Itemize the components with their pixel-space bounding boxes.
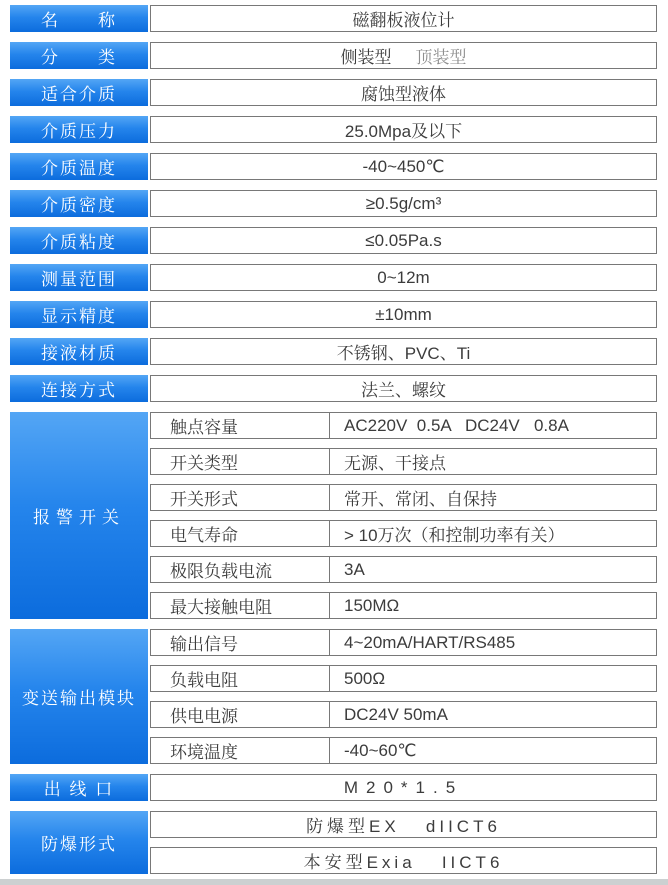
alarm-switch-rows (150, 412, 657, 619)
sub-value-switch-type: 无源、干接点 (344, 454, 446, 473)
subrow-electrical-life (150, 520, 657, 547)
sub-label-switch-type: 开关类型 (151, 449, 330, 474)
sub-value-electrical-life: > 10万次（和控制功率有关） (344, 526, 565, 545)
table-row-category (10, 42, 657, 69)
row-value-measuring-range: 0~12m (150, 264, 657, 291)
sub-value-contact-capacity: AC220V 0.5A DC24V 0.8A (344, 415, 569, 435)
sub-value-limit-load-current: 3A (344, 559, 365, 579)
row-value-wetted-material: 不锈钢、PVC、Ti (150, 338, 657, 365)
sub-value-switch-form: 常开、常闭、自保持 (344, 490, 497, 509)
table-row-name (10, 5, 657, 32)
table-row-measuring-range (10, 264, 657, 291)
row-value-suitable-medium: 腐蚀型液体 (150, 79, 657, 106)
category-side-mounted: 侧装型 (340, 48, 392, 67)
row-value-name: 磁翻板液位计 (150, 5, 657, 32)
table-row-medium-temperature (10, 153, 657, 180)
table-row-suitable-medium (10, 79, 657, 106)
subrow-power-supply (150, 701, 657, 728)
bottom-strip (0, 879, 668, 885)
section-label-alarm-switch: 报警开关 (10, 412, 148, 619)
subrow-switch-form (150, 484, 657, 511)
row-label-medium-temperature: 介质温度 (10, 153, 148, 180)
section-transmitter-output-module (10, 629, 657, 764)
sub-label-ambient-temperature: 环境温度 (151, 738, 330, 763)
table-row-wetted-material (10, 338, 657, 365)
row-label-category: 分 类 (10, 42, 148, 69)
table-row-display-accuracy (10, 301, 657, 328)
sub-value-ambient-temperature: -40~60℃ (344, 740, 417, 760)
table-row-medium-pressure (10, 116, 657, 143)
row-value-display-accuracy: ±10mm (150, 301, 657, 328)
row-label-display-accuracy: 显示精度 (10, 301, 148, 328)
row-label-medium-pressure: 介质压力 (10, 116, 148, 143)
transmitter-output-rows (150, 629, 657, 764)
row-value-category (150, 42, 657, 69)
row-label-cable-outlet: 出 线 口 (10, 774, 148, 801)
row-label-connection-type: 连接方式 (10, 375, 148, 402)
subrow-switch-type (150, 448, 657, 475)
category-top-mounted: 顶装型 (415, 48, 467, 67)
row-label-medium-viscosity: 介质粘度 (10, 227, 148, 254)
sub-label-max-contact-resistance: 最大接触电阻 (151, 593, 330, 618)
subrow-contact-capacity (150, 412, 657, 439)
section-label-transmitter-output-module: 变送输出模块 (10, 629, 148, 764)
section-explosion-proof (10, 811, 657, 874)
row-value-medium-viscosity: ≤0.05Pa.s (150, 227, 657, 254)
sub-label-output-signal: 输出信号 (151, 630, 330, 655)
sub-value-load-resistance: 500Ω (344, 668, 386, 688)
sub-label-switch-form: 开关形式 (151, 485, 330, 510)
subrow-max-contact-resistance (150, 592, 657, 619)
sub-value-output-signal: 4~20mA/HART/RS485 (344, 632, 516, 652)
explosion-proof-rows (150, 811, 657, 874)
row-label-medium-density: 介质密度 (10, 190, 148, 217)
table-row-connection-type (10, 375, 657, 402)
sub-value-max-contact-resistance: 150MΩ (344, 595, 400, 615)
sub-label-load-resistance: 负载电阻 (151, 666, 330, 691)
sub-label-contact-capacity: 触点容量 (151, 413, 330, 438)
subrow-flameproof-type: 防爆型EX dIICT6 (150, 811, 657, 838)
row-value-cable-outlet: M20*1.5 (150, 774, 657, 801)
sub-label-limit-load-current: 极限负载电流 (151, 557, 330, 582)
sub-label-power-supply: 供电电源 (151, 702, 330, 727)
row-value-connection-type: 法兰、螺纹 (150, 375, 657, 402)
section-label-explosion-proof: 防爆形式 (10, 811, 148, 874)
row-label-suitable-medium: 适合介质 (10, 79, 148, 106)
section-alarm-switch (10, 412, 657, 619)
subrow-ambient-temperature (150, 737, 657, 764)
row-label-wetted-material: 接液材质 (10, 338, 148, 365)
subrow-load-resistance (150, 665, 657, 692)
row-value-medium-temperature: -40~450℃ (150, 153, 657, 180)
sub-value-power-supply: DC24V 50mA (344, 704, 448, 724)
row-label-name: 名 称 (10, 5, 148, 32)
subrow-intrinsic-safety-type: 本安型Exia IICT6 (150, 847, 657, 874)
row-label-measuring-range: 测量范围 (10, 264, 148, 291)
row-value-medium-density: ≥0.5g/cm³ (150, 190, 657, 217)
table-row-cable-outlet (10, 774, 657, 801)
sub-label-electrical-life: 电气寿命 (151, 521, 330, 546)
subrow-output-signal (150, 629, 657, 656)
table-row-medium-viscosity (10, 227, 657, 254)
table-row-medium-density (10, 190, 657, 217)
subrow-limit-load-current (150, 556, 657, 583)
row-value-medium-pressure: 25.0Mpa及以下 (150, 116, 657, 143)
